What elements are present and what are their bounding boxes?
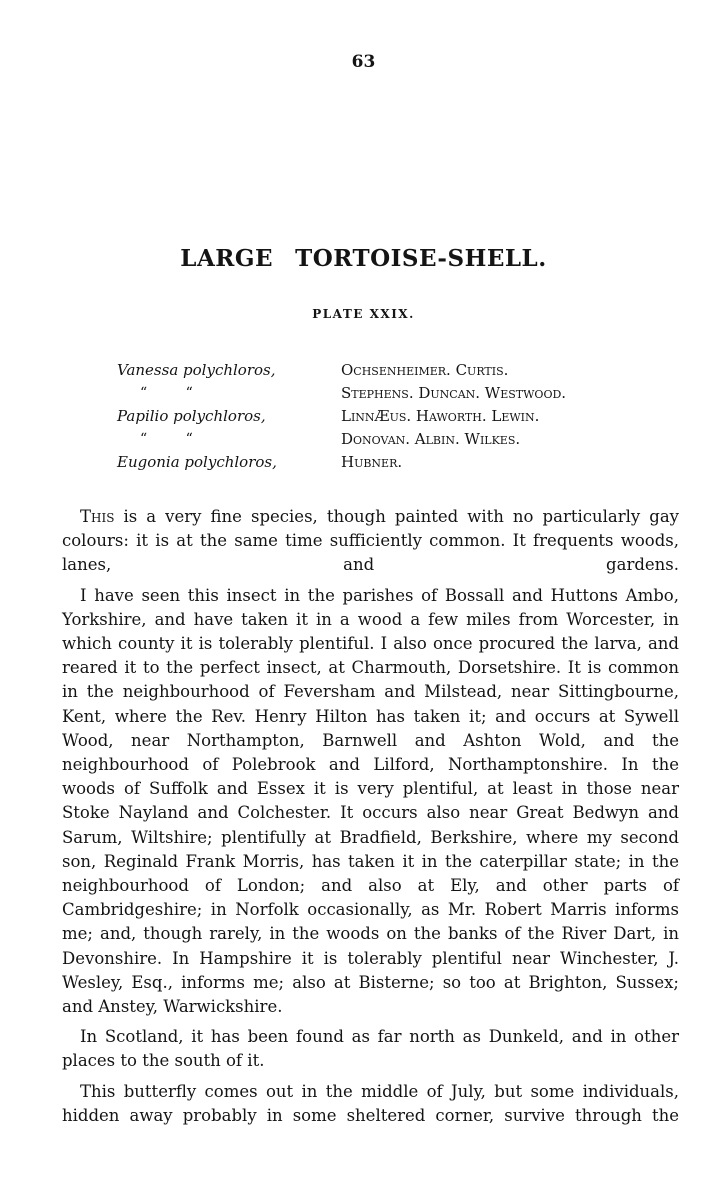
synonymy-row xyxy=(0,451,727,474)
ditto-marks: “ “ xyxy=(140,431,193,447)
paragraph: In Scotland, it has been found as far north as Dunkeld, and in other places to the south of it. xyxy=(62,1027,679,1071)
body-text xyxy=(62,505,679,1134)
paragraph xyxy=(62,505,679,578)
chapter-title xyxy=(0,245,727,272)
synonymy-row xyxy=(0,359,727,382)
title-word-large: LARGE xyxy=(180,245,274,272)
synonym-name: Papilio polychloros, xyxy=(117,407,266,425)
synonym-name: Eugonia polychloros, xyxy=(117,453,277,471)
synonymy-row xyxy=(0,405,727,428)
synonym-authorities: LinnÆus. Haworth. Lewin. xyxy=(341,407,540,425)
paragraph-text: is a very fine species, though painted with no particularly gay colours: it is at the same time sufficiently common. It frequents woods, lanes, and gardens. xyxy=(62,507,679,575)
synonym-authorities: Ochsenheimer. Curtis. xyxy=(341,361,509,379)
synonym-name: Vanessa polychloros, xyxy=(117,361,276,379)
synonymy-block xyxy=(0,359,727,474)
paragraph: I have seen this insect in the parishes of Bossall and Huttons Ambo, Yorkshire, and have taken it in a wood a few miles from Worcester, in which county it is tolerably plentiful. I also once procured the larva, and reared it to the perfect insect, at Charmouth, Dorsetshire. It is common in the neighbourhood of Feversham and Milstead, near Sittingbourne, Kent, where the Rev. Henry Hilton has taken it; and occurs at Sywell Wood, near Northampton, Barnwell and Ashton Wold, and the neighbourhood of Polebrook and Lilford, Northamptonshire. In the woods of Suffolk and Essex it is very plentiful, at least in those near Stoke Nayland and Colchester. It occurs also near Great Bedwyn and Sarum, Wiltshire; plentifully at Bradfield, Berkshire, where my second son, Reginald Frank Morris, has taken it in the caterpillar state; in the neighbourhood of London; and also at Ely, and other parts of Cambridgeshire; in Norfolk occasionally, as Mr. Robert Marris informs me; and, though rarely, in the woods on the banks of the River Dart, in Devonshire. In Hampshire it is tolerably plentiful near Winchester, J. Wesley, Esq., informs me; also at Bisterne; so too at Brighton, Sussex; and Anstey, Warwickshire. xyxy=(62,585,679,1017)
synonymy-row xyxy=(0,428,727,451)
ditto-marks: “ “ xyxy=(140,385,193,401)
page-number: 63 xyxy=(351,52,376,72)
synonym-authorities: Stephens. Duncan. Westwood. xyxy=(341,384,567,402)
synonym-authorities: Hubner. xyxy=(341,453,403,471)
paragraph: This butterfly comes out in the middle of July, but some individuals, hidden away probably in some sheltered corner, survive through the xyxy=(62,1081,679,1125)
synonymy-row xyxy=(0,382,727,405)
paragraph-lead-word: This xyxy=(80,507,115,526)
synonym-authorities: Donovan. Albin. Wilkes. xyxy=(341,430,521,448)
plate-label: PLATE XXIX. xyxy=(312,307,415,321)
title-word-tortoise-shell: TORTOISE-SHELL. xyxy=(295,245,547,272)
